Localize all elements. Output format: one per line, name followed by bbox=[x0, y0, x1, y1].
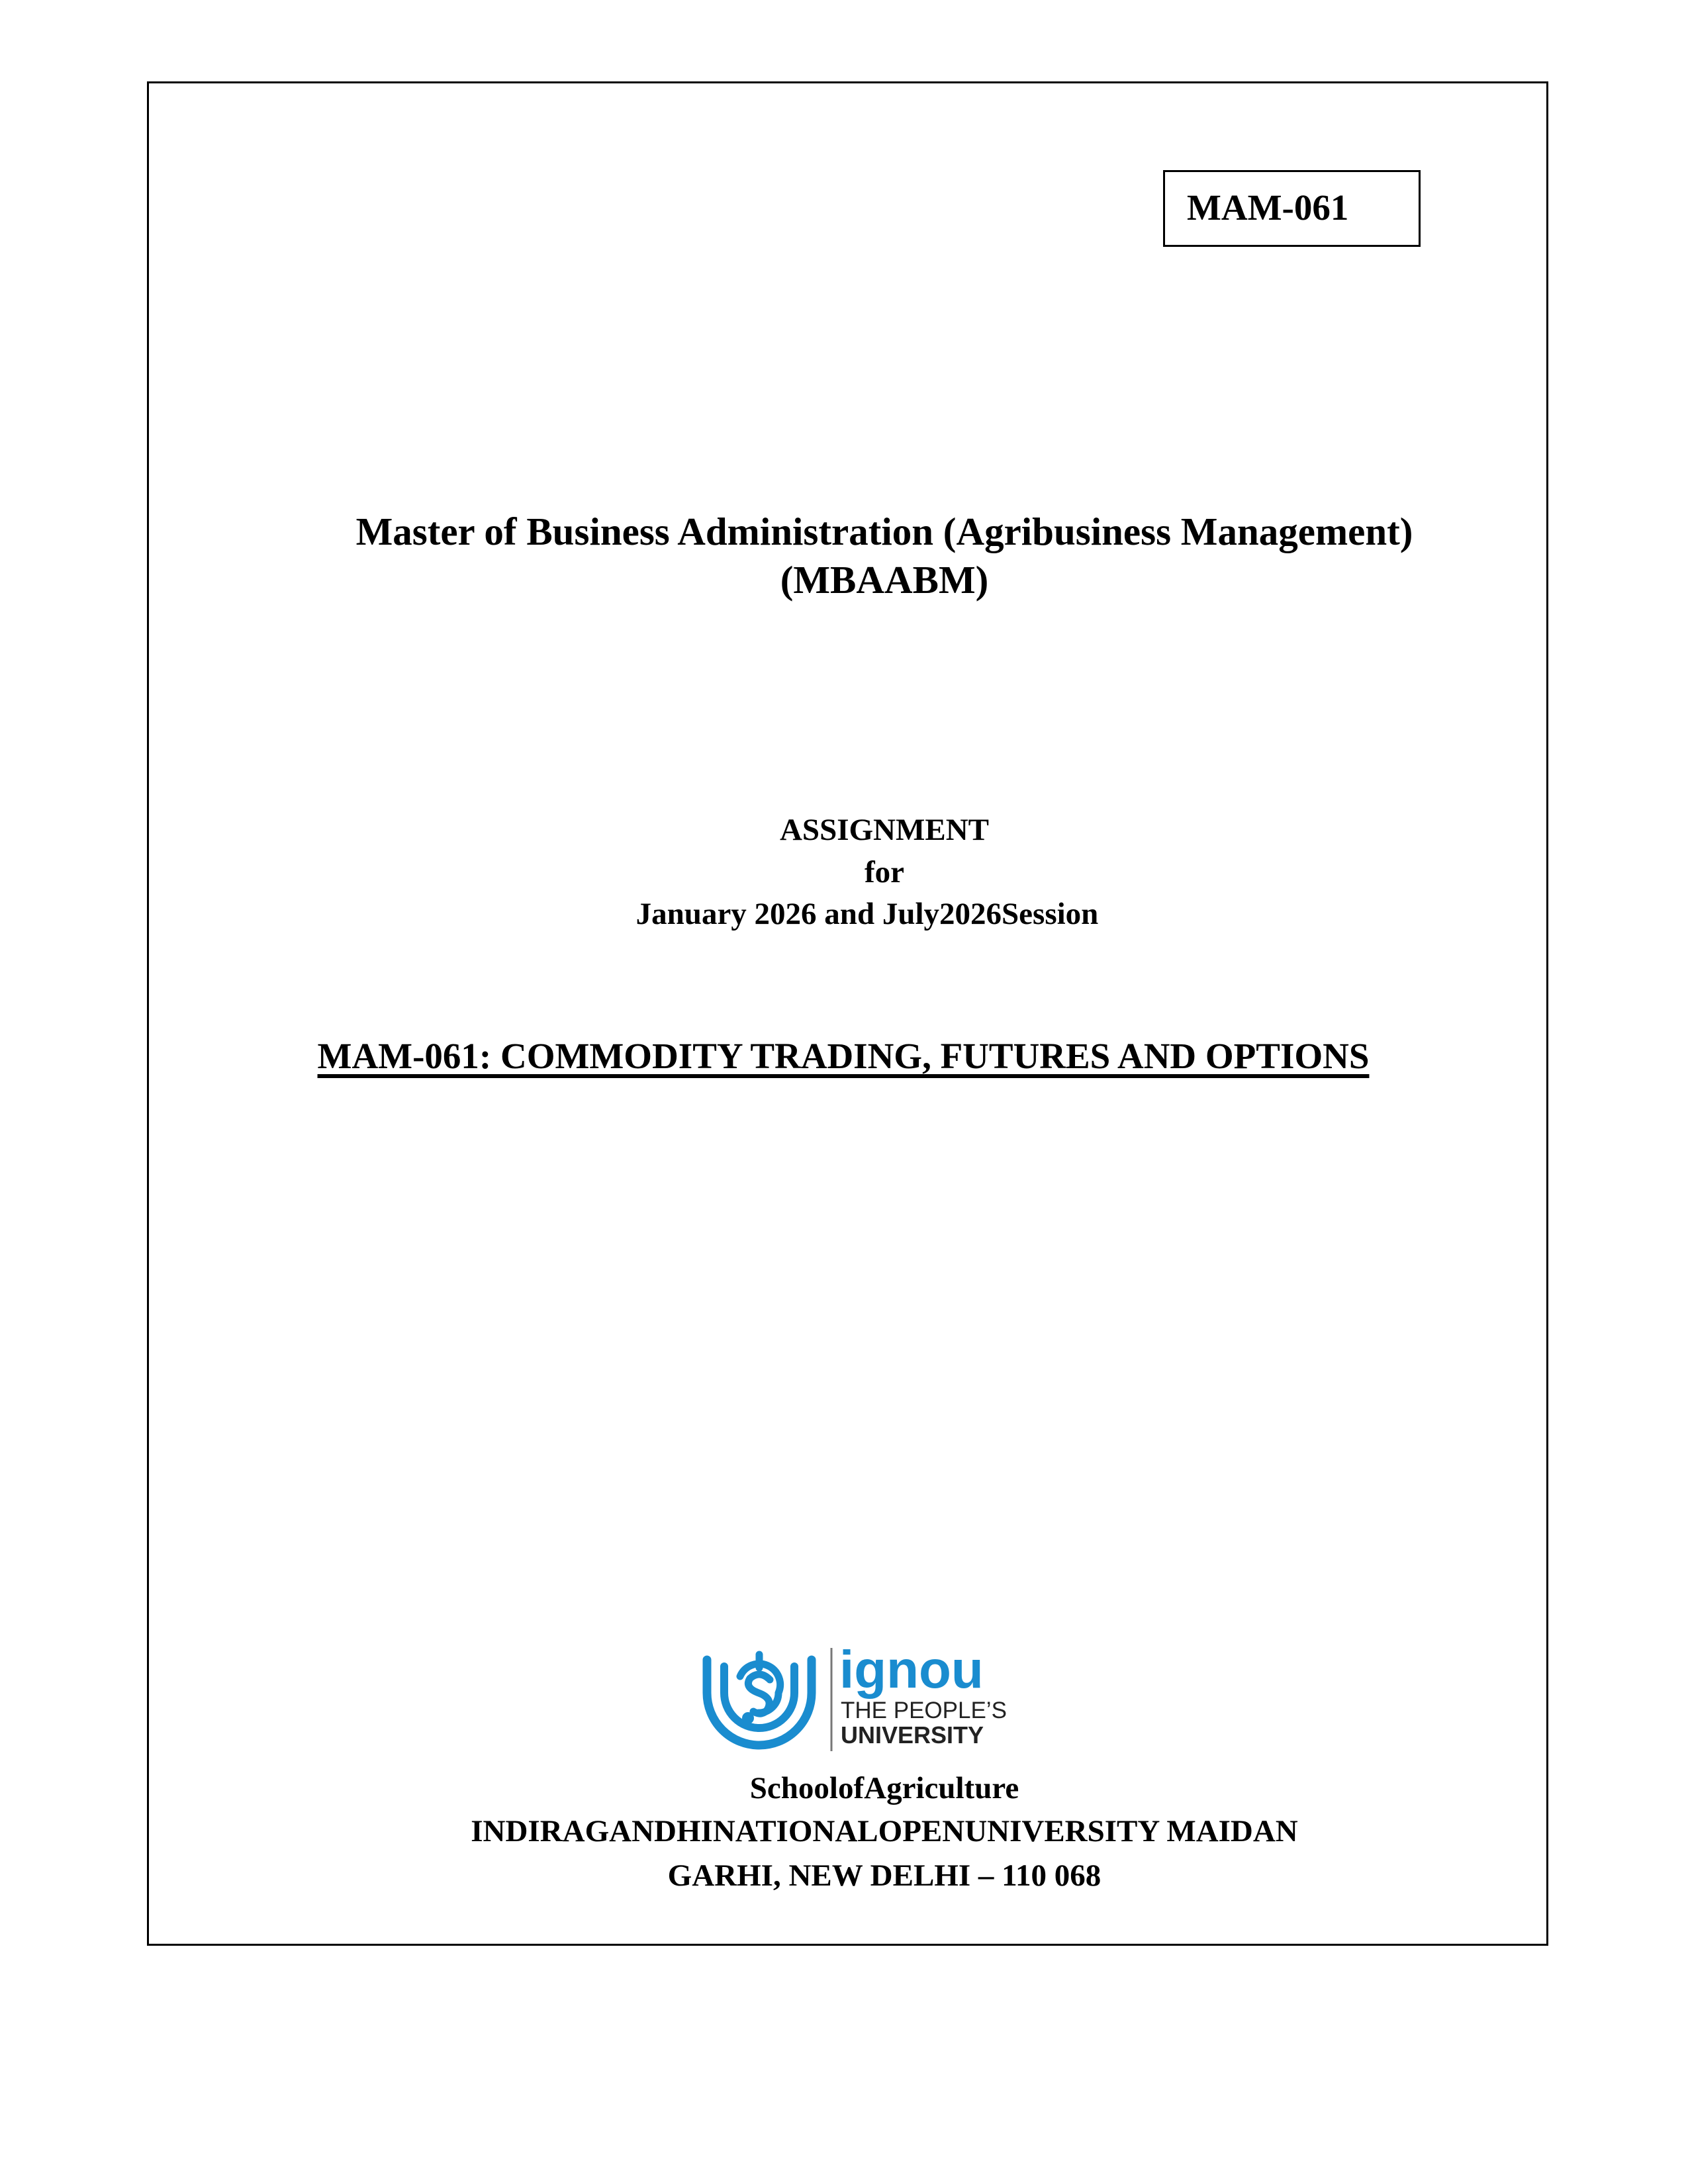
school-name: SchoolofAgriculture bbox=[749, 1771, 1019, 1805]
svg-text:ignou: ignou bbox=[839, 1640, 984, 1699]
address-line-2: GARHI, NEW DELHI – 110 068 bbox=[667, 1858, 1102, 1893]
course-heading: MAM-061: COMMODITY TRADING, FUTURES AND OPTIONS bbox=[317, 1036, 1370, 1076]
svg-text:UNIVERSITY: UNIVERSITY bbox=[841, 1721, 984, 1749]
assignment-for: for bbox=[864, 855, 904, 889]
programme-title: Master of Business Administration (Agribusiness Management) bbox=[355, 510, 1413, 553]
ignou-emblem-icon bbox=[700, 1640, 1011, 1752]
address-line-1: INDIRAGANDHINATIONALOPENUNIVERSITY MAIDAN bbox=[471, 1814, 1298, 1848]
ignou-logo bbox=[700, 1640, 1011, 1752]
course-code-box bbox=[1163, 170, 1421, 247]
programme-abbreviation: (MBAABM) bbox=[780, 558, 989, 602]
assignment-session: January 2026 and July2026Session bbox=[635, 897, 1099, 931]
svg-text:THE PEOPLE’S: THE PEOPLE’S bbox=[841, 1698, 1007, 1723]
course-code: MAM-061 bbox=[1187, 187, 1349, 228]
assignment-label: ASSIGNMENT bbox=[779, 813, 989, 847]
